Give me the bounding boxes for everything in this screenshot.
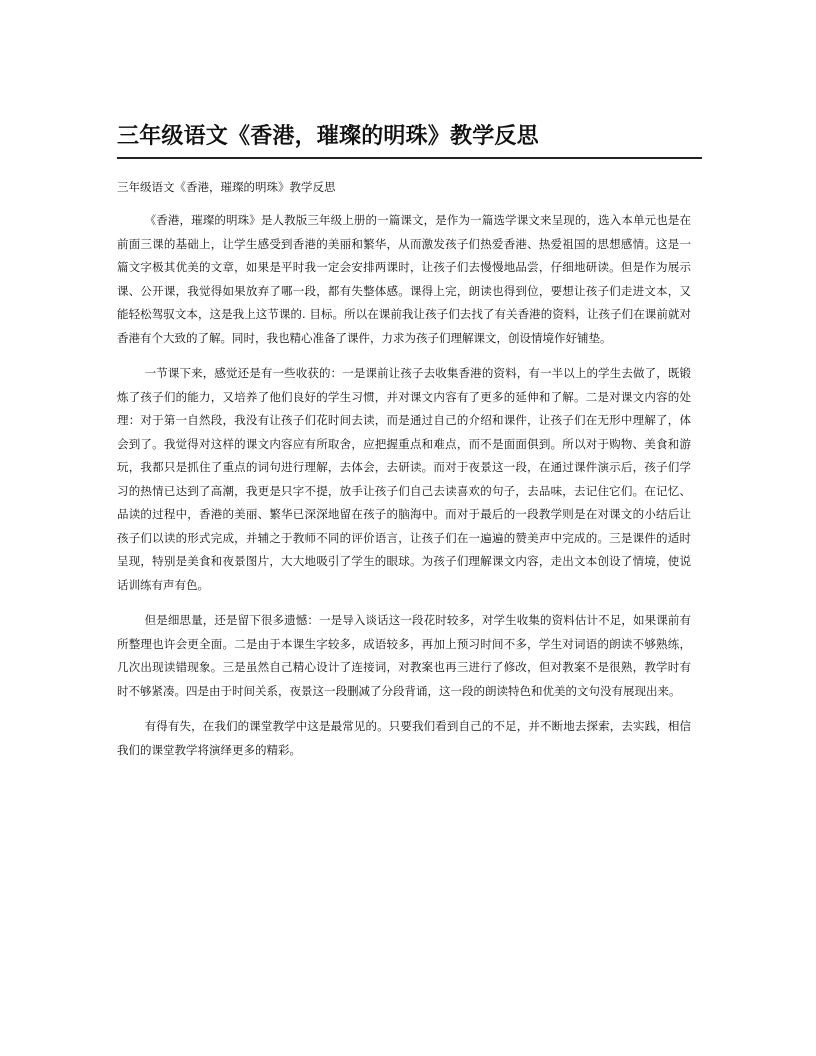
document-subtitle: 三年级语文《香港，璀璨的明珠》教学反思 (117, 180, 336, 194)
title-underline-divider (117, 157, 702, 159)
document-body (117, 209, 691, 774)
body-paragraph-4: 有得有失，在我们的课堂教学中这是最常见的。只要我们看到自己的不足，并不断地去探索，去实践，相信我们的课堂教学将演绎更多的精彩。 (117, 719, 691, 757)
body-paragraph-1: 《香港，璀璨的明珠》是人教版三年级上册的一篇课文，是作为一篇选学课文来呈现的，选入本单元也是在前面三课的基础上，让学生感受到香港的美丽和繁华，从而激发孩子们热爱香港、热爱祖国的思想感情。这是一篇文字极其优美的文章，如果是平时我一定会安排两课时，让孩子们去慢慢地品尝，仔细地研读。但是作为展示课、公开课，我觉得如果放弃了哪一段，都有失整体感。课得上完，朗读也得到位，要想让孩子们走进文本，又能轻松驾驭文本，这是我上这节课的. 目标。所以在课前我让孩子们去找了有关香港的资料，让孩子们在课前就对香港有个大致的了解。同时，我也精心准备了课件，力求为孩子们理解课文，创设情境作好铺垫。 (117, 213, 691, 345)
body-paragraph-3: 但是细思量，还是留下很多遗憾：一是导入谈话这一段花时较多，对学生收集的资料估计不足，如果课前有所整理也许会更全面。二是由于本课生字较多，成语较多，再加上预习时间不多，学生对词语的朗读不够熟练，几次出现读错现象。三是虽然自己精心设计了连接词，对教案也再三进行了修改，但对教案不是很熟，教学时有时不够紧凑。四是由于时间关系，夜景这一段删减了分段背诵，这一段的朗读特色和优美的文句没有展现出来。 (117, 613, 691, 698)
body-paragraph-2: 一节课下来，感觉还是有一些收获的：一是课前让孩子去收集香港的资料，有一半以上的学生去做了，既锻炼了孩子们的能力，又培养了他们良好的学生习惯，并对课文内容有了更多的延伸和了解。二是对课文内容的处理：对于第一自然段，我没有让孩子们花时间去读，而是通过自己的介绍和课件，让孩子们在无形中理解了，体会到了。我觉得对这样的课文内容应有所取舍，应把握重点和难点，而不是面面俱到。所以对于购物、美食和游玩，我都只是抓住了重点的词句进行理解，去体会，去研读。而对于夜景这一段，在通过课件演示后，孩子们学习的热情已达到了高潮，我更是只字不提，放手让孩子们自己去读喜欢的句子，去品味，去记住它们。在记忆、品读的过程中，香港的美丽、繁华已深深地留在孩子的脑海中。而对于最后的一段教学则是在对课文的小结后让孩子们以读的形式完成，并辅之于教师不同的评价语言，让孩子们在一遍遍的赞美声中完成的。三是课件的适时呈现，特别是美食和夜景图片，大大地吸引了学生的眼球。为孩子们理解课文内容，走出文本创设了情境，使说话训练有声有色。 (117, 366, 691, 592)
document-title: 三年级语文《香港，璀璨的明珠》教学反思 (117, 124, 539, 149)
